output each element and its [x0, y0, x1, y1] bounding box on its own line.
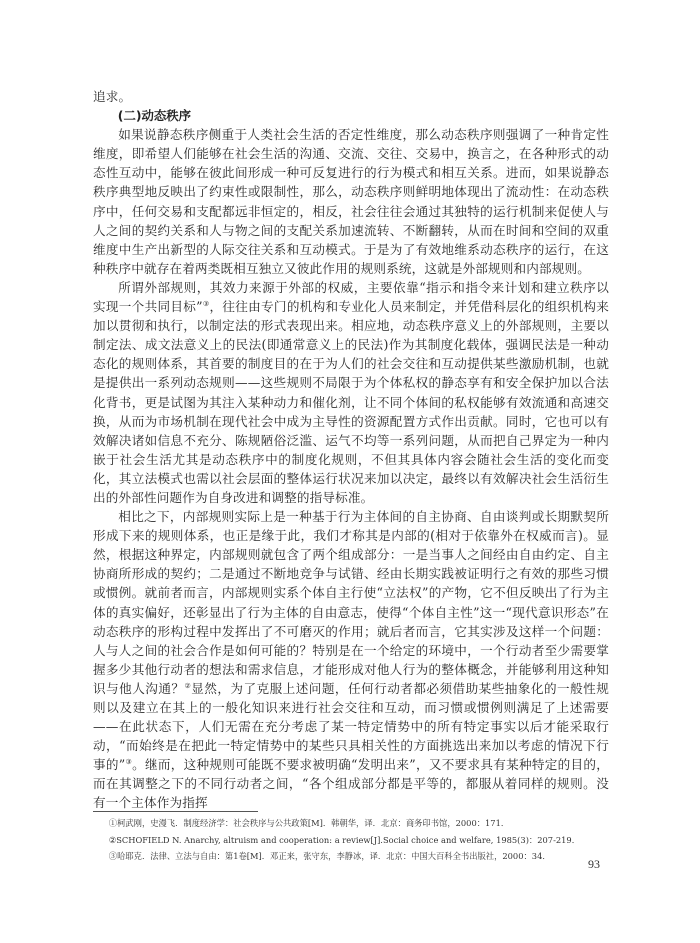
- footnote-3: ③哈耶克．法律、立法与自由：第1卷[M]．邓正来，张守东，李静冰，译．北京：中国大百科全书出版社，2000：34．: [108, 851, 551, 861]
- paragraph-2: [93, 278, 609, 507]
- section-heading: (二)动态秩序: [117, 108, 192, 124]
- paragraph-text: 。继而，这种规则可能既不要求被明确“发明出来”，又不要求具有某种特定的目的，而在其调整之下的不同行动者之间，“各个组成部分都是平等的，都服从着同样的规则。没有一个主体作为指挥: [93, 757, 610, 811]
- paragraph-text: 如果说静态秩序侧重于人类社会生活的否定性维度，那么动态秩序则强调了一种肯定性维度，即希望人们能够在社会生活的沟通、交流、交往、交易中，换言之，在各种形式的动态性互动中，能够在彼此间形成一种可反复进行的行为模式和相互关系。进而，如果说静态秩序典型地反映出了约束性或限制性，那么，动态秩序则鲜明地体现出了流动性：在动态秩序中，任何交易和支配都远非恒定的，相反，社会往往会通过其独特的运行机制来促使人与人之间的契约关系和人与物之间的支配关系加速流转、不断翻转，从而在时间和空间的双重维度中生产出新型的人际交往关系和互动模式。于是为了有效地维系动态秩序的运行，在这种秩序中就存在着两类既相互独立又彼此作用的规则系统，这就是外部规则和内部规则。: [93, 127, 609, 276]
- footnote-ref[interactable]: ②: [184, 681, 192, 690]
- footnotes: [93, 815, 613, 865]
- footnote-2: ②SCHOFIELD N. Anarchy, altruism and cooperation: a review[J].Social choice and welfare, 1985(3)：207-219．: [108, 834, 581, 845]
- paragraph-3: [93, 507, 609, 813]
- footnote-divider: [93, 811, 258, 812]
- paragraph-text: 所谓外部规则，其效力来源于外部的权威，主要依靠“指示和指令来计划和建立秩序以实现一个共同目标”: [93, 279, 609, 315]
- page-number: 93: [588, 857, 600, 871]
- paragraph-1: [93, 125, 609, 278]
- leading-text: 追求。: [93, 89, 132, 104]
- page-body: [93, 87, 609, 813]
- footnote-ref[interactable]: ③: [125, 758, 133, 767]
- footnote-1: ①柯武刚，史漫飞．制度经济学：社会秩序与公共政策[M]．韩朝华，译．北京：商务印书馆，2000：171．: [108, 818, 510, 828]
- paragraph-text: 显然，为了克服上述问题，任何行动者都必须借助某些抽象化的一般性规则以及建立在其上的一般化知识来进行社会交往和互动，而习惯或惯例则满足了上述需要——在此状态下，人们无需在充分考虑了某一特定情势中的所有特定事实以后才能采取行动，“而始终是在把此一特定情势中的某些只具相关性的方面挑选出来加以考虑的情况下行事的”: [93, 680, 609, 773]
- paragraph-text: 相比之下，内部规则实际上是一种基于行为主体间的自主协商、自由谈判或长期默契所形成下来的规则体系，也正是缘于此，我们才称其是内部的(相对于依靠外在权威而言)。显然，根据这种界定，内部规则就包含了两个组成部分：一是当事人之间经由自由约定、自主协商所形成的契约；二是通过不断地竞争与试错、经由长期实践被证明行之有效的那些习惯或惯例。就前者而言，内部规则实系个体自主行使“立法权”的产物，它不但反映出了行为主体的真实偏好，还彰显出了行为主体的自由意志，使得“个体自主性”这一“现代意识形态”在动态秩序的形构过程中发挥出了不可磨灭的作用；就后者而言，它其实涉及这样一个问题：人与人之间的社会合作是如何可能的？特别是在一个给定的环境中，一个行动者至少需要掌握多少其他行动者的想法和需求信息，才能形成对他人行为的整体概念，并能够利用这种知识与他人沟通？: [93, 509, 609, 696]
- footnote-ref[interactable]: ③: [202, 299, 210, 308]
- paragraph-text: ，往往由专门的机构和专业化人员来制定，并凭借科层化的组织机构来加以贯彻和执行，以制定法的形式表现出来。相应地，动态秩序意义上的外部规则，主要以制定法、成文法意义上的民法(即通常意义上的民法)作为其制度化载体，强调民法是一种动态化的规则体系，其首要的制度目的在于为人们的社会交往和互动提供某些激励机制，也就是提供出一系列动态规则——这些规则不局限于为个体私权的静态享有和安全保护加以合法化背书，更是试图为其注入某种动力和催化剂，让不同个体间的私权能够有效流通和高速交换，从而为市场机制在现代社会中成为主导性的资源配置方式作出贡献。同时，它也可以有效解决诸如信息不充分、陈规陋俗泛滥、运气不均等一系列问题，从而把自己界定为一种内嵌于社会生活尤其是动态秩序中的制度化规则，不但其具体内容会随社会生活的变化而变化，其立法模式也需以社会层面的整体运行状况来加以决定，最终以有效解决社会生活衍生出的外部性问题作为自身改进和调整的指导标准。: [93, 299, 609, 505]
